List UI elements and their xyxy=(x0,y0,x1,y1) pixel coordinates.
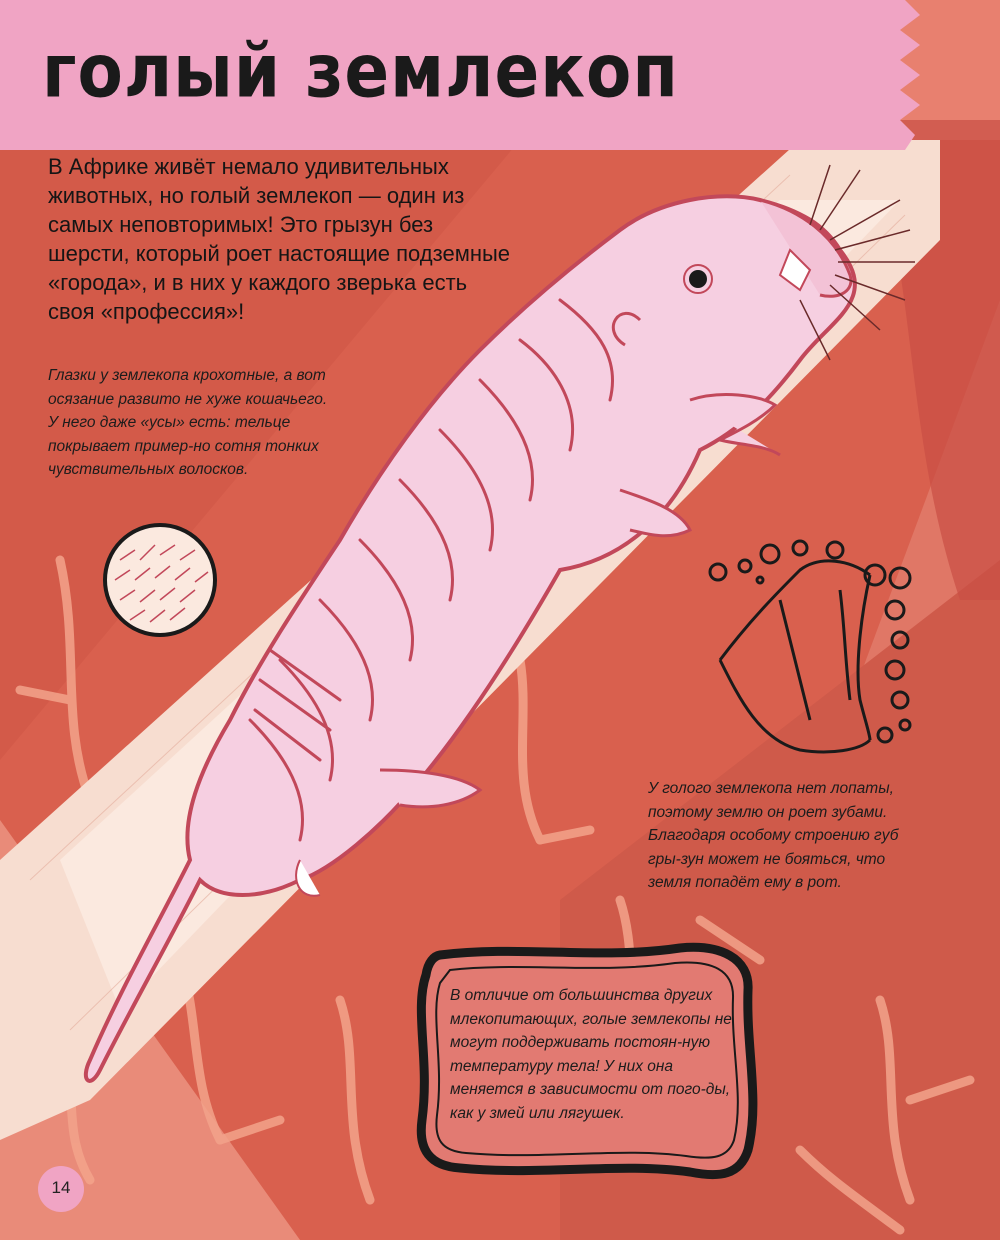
note-teeth-digging: У голого землекопа нет лопаты, поэтому землю он роет зубами. Благодаря особому строению губ гры-зун может не бояться, что земля попадёт ему в рот. xyxy=(648,780,899,891)
page-number: 14 xyxy=(51,1178,71,1197)
note-eyes-whiskers: Глазки у землекопа крохотные, а вот осязание развито не хуже кошачьего. У него даже «усы» есть: тельце покрывает пример-но сотня тонких чувствительных волосков. xyxy=(48,367,328,478)
page-number-badge xyxy=(38,1166,84,1212)
note-body-temperature: В отличие от большинства других млекопитающих, голые землекопы не могут поддерживать постоян-ную температуру тела! У них она меняется в зависимости от пого-ды, как у змей или лягушек. xyxy=(450,987,732,1122)
intro-paragraph: В Африке живёт немало удивительных животных, но голый землекоп — один из самых неповторимых! Это грызун без шерсти, который роет настоящие подземные «города», и в них у каждого зверька есть своя «профессия»! xyxy=(48,154,511,324)
page-title: голый землекоп xyxy=(42,28,679,115)
skin-closeup-circle-icon xyxy=(105,525,215,635)
